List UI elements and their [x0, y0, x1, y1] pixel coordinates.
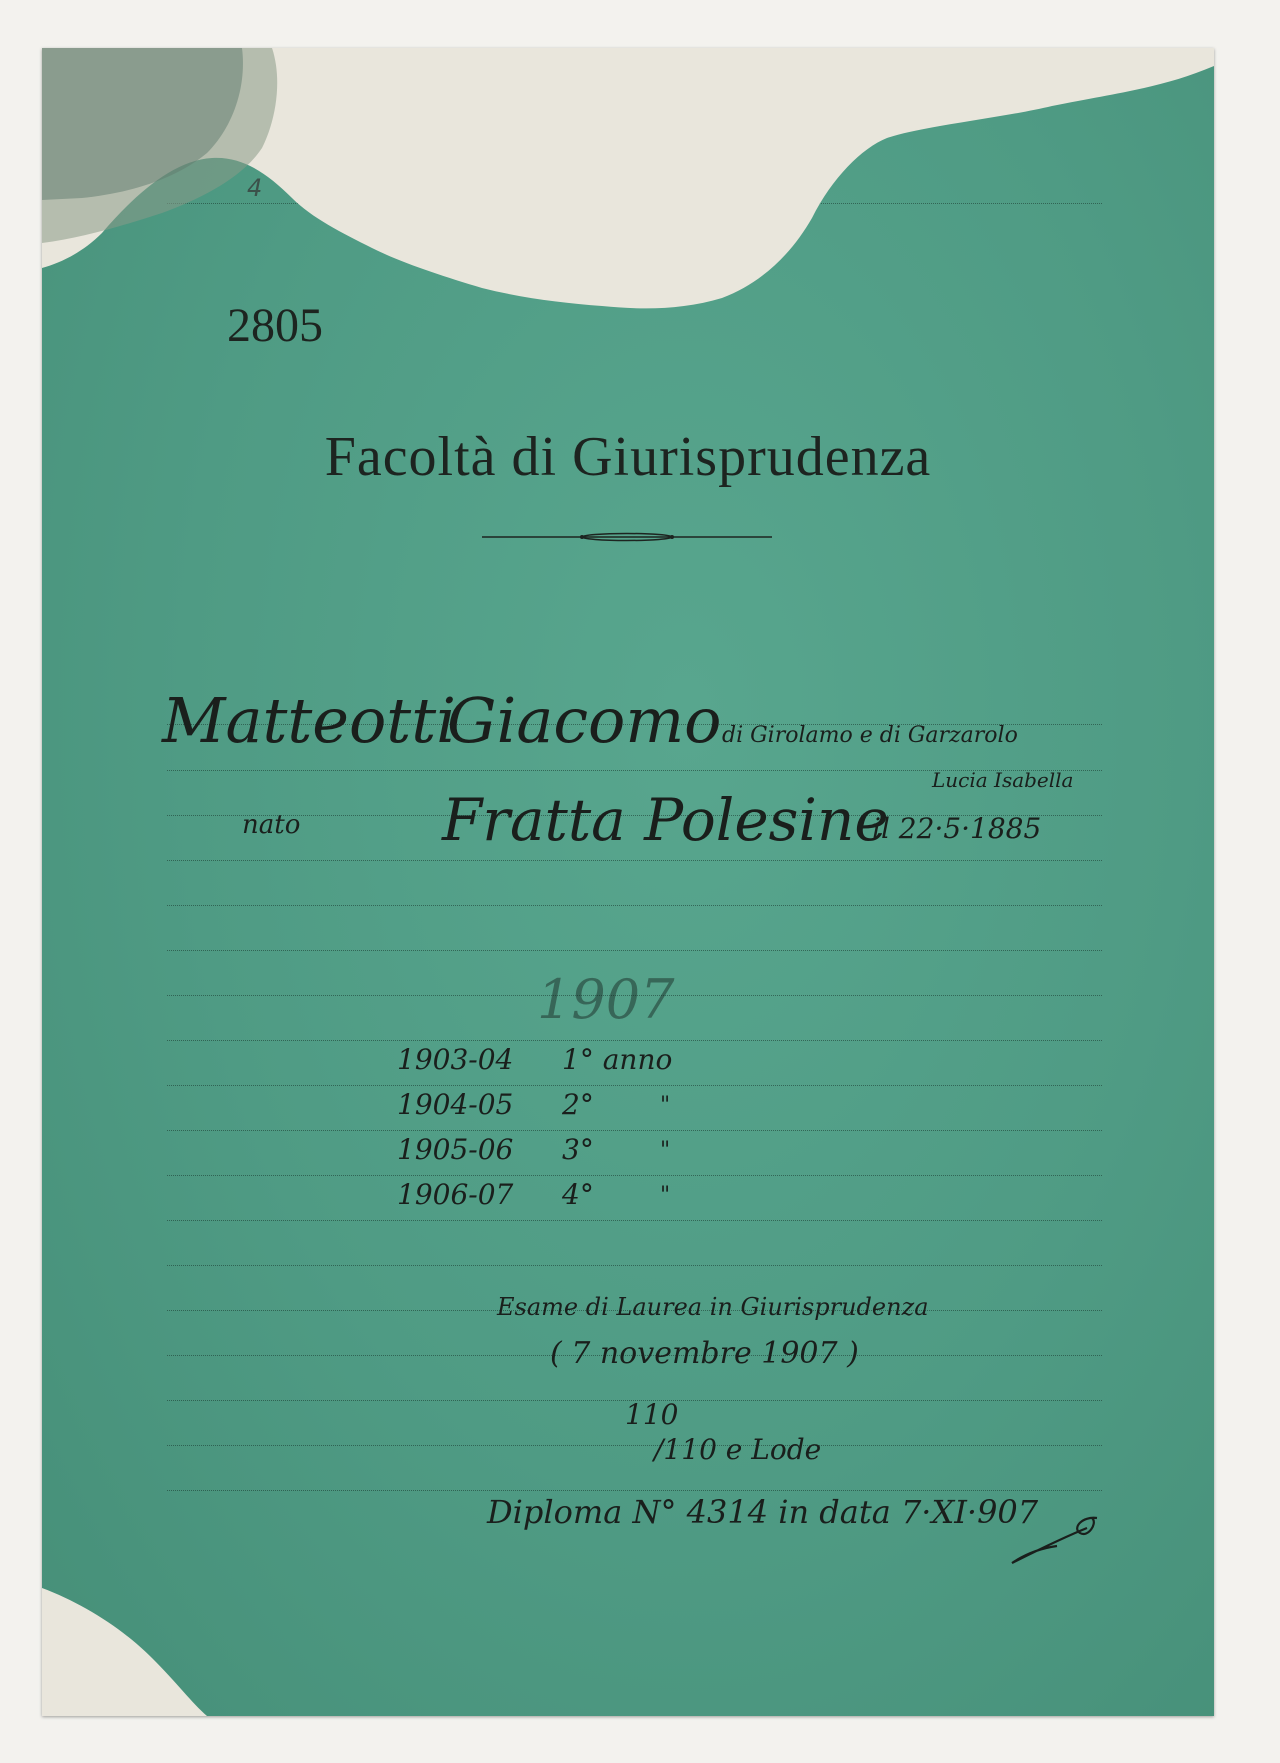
year-of-study: 2°: [562, 1088, 594, 1121]
ruled-line: [167, 1265, 1102, 1266]
pencil-year: 1907: [537, 968, 675, 1031]
torn-paper-bottom: [42, 1588, 242, 1716]
torn-paper-top: [42, 48, 1214, 348]
grade-numerator: 110: [625, 1398, 679, 1431]
student-firstname: Giacomo: [447, 684, 722, 757]
corner-mark: 4: [247, 174, 263, 202]
ruled-line: [167, 1175, 1102, 1176]
student-birthdate: il 22·5·1885: [872, 812, 1042, 845]
folder-cover: [42, 48, 1214, 1716]
academic-year: 1906-07: [397, 1178, 514, 1211]
grade-denominator: /110 e Lode: [654, 1433, 822, 1466]
academic-year: 1905-06: [397, 1133, 514, 1166]
student-birthplace: Fratta Polesine: [442, 786, 889, 854]
ornament-divider: [482, 530, 772, 544]
ditto-mark: ": [660, 1093, 671, 1118]
ruled-line: [167, 1040, 1102, 1041]
ruled-line: [167, 860, 1102, 861]
year-of-study: 4°: [562, 1178, 594, 1211]
student-surname: Matteotti: [162, 684, 456, 757]
ruled-line: [167, 1220, 1102, 1221]
ditto-mark: ": [660, 1183, 671, 1208]
ruled-line: [167, 905, 1102, 906]
student-mother: Lucia Isabella: [932, 768, 1074, 792]
ruled-line: [167, 1445, 1102, 1446]
academic-year: 1904-05: [397, 1088, 514, 1121]
student-parents: di Girolamo e di Garzarolo: [722, 723, 1018, 748]
ditto-mark: ": [660, 1138, 671, 1163]
ruled-line: [167, 1490, 1102, 1491]
signature-paraph: [1002, 1508, 1112, 1568]
exam-title: Esame di Laurea in Giurisprudenza: [497, 1293, 929, 1321]
year-of-study: 1° anno: [562, 1043, 673, 1076]
ruled-line: [167, 950, 1102, 951]
ruled-line: [167, 1130, 1102, 1131]
ruled-line: [167, 1085, 1102, 1086]
academic-year: 1903-04: [397, 1043, 514, 1076]
faculty-title: Facoltà di Giurisprudenza: [324, 426, 932, 488]
year-of-study: 3°: [562, 1133, 594, 1166]
exam-date: ( 7 novembre 1907 ): [550, 1336, 859, 1371]
diploma-number: Diploma N° 4314 in data 7·XI·907: [487, 1493, 1039, 1531]
born-label: nato: [242, 810, 301, 840]
file-number: 2805: [227, 299, 323, 352]
